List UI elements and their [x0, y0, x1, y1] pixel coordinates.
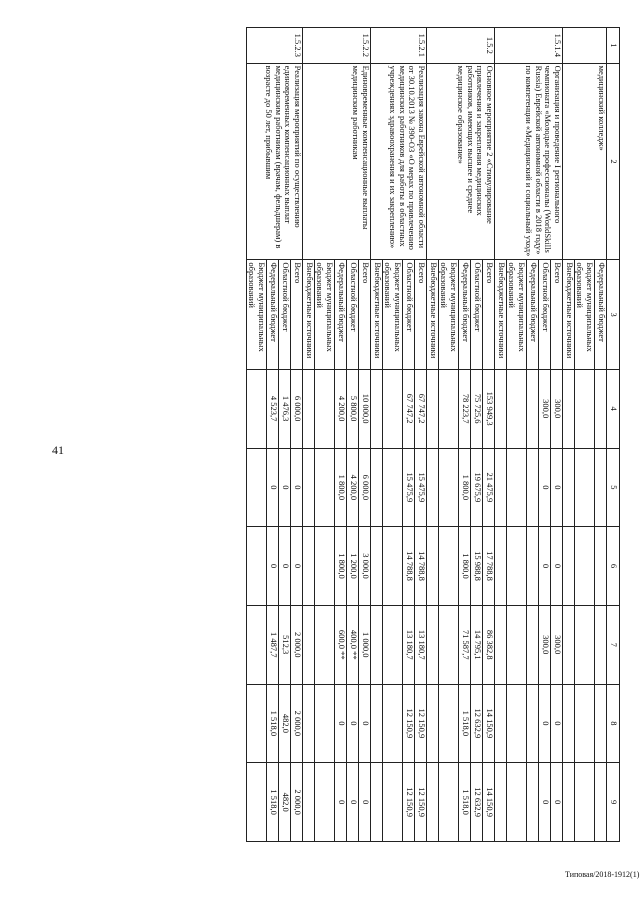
value-cell: 482,0	[278, 684, 290, 763]
value-cell	[370, 527, 382, 606]
row-number: 1.5.2.3	[246, 28, 302, 64]
funding-source: Федеральный бюджет	[334, 260, 346, 369]
value-cell	[506, 448, 526, 527]
funding-source: Федеральный бюджет	[266, 260, 278, 369]
value-cell	[494, 605, 506, 684]
value-cell: 0	[538, 763, 550, 842]
value-cell: 0	[358, 763, 370, 842]
value-cell: 14 788,8	[414, 527, 426, 606]
value-cell: 1 800,0	[458, 448, 470, 527]
value-cell: 78 223,7	[458, 369, 470, 448]
funding-source: Бюджет муниципальных образований	[246, 260, 266, 369]
value-cell: 0	[346, 763, 358, 842]
value-cell: 1 800,0	[458, 527, 470, 606]
value-cell: 10 000,0	[358, 369, 370, 448]
value-cell	[246, 527, 266, 606]
value-cell: 300,0	[550, 605, 562, 684]
funding-source: Бюджет муниципальных образований	[506, 260, 526, 369]
value-cell	[562, 527, 574, 606]
value-cell: 0	[538, 448, 550, 527]
value-cell	[506, 605, 526, 684]
funding-source: Внебюджетные источники	[426, 260, 438, 369]
value-cell	[526, 605, 538, 684]
value-cell	[494, 448, 506, 527]
value-cell	[494, 684, 506, 763]
value-cell: 0	[266, 527, 278, 606]
value-cell: 1 518,0	[266, 763, 278, 842]
rotated-table-container	[65, 27, 620, 842]
value-cell: 1 518,0	[266, 684, 278, 763]
value-cell	[314, 684, 334, 763]
value-cell	[426, 763, 438, 842]
value-cell: 600,0 **	[334, 605, 346, 684]
value-cell	[302, 605, 314, 684]
value-cell	[438, 605, 458, 684]
col-header-3: 3	[607, 260, 620, 369]
activity-name: медицинский колледж»	[562, 63, 606, 260]
value-cell	[526, 448, 538, 527]
row-number	[562, 28, 606, 64]
funding-source: Федеральный бюджет	[458, 260, 470, 369]
value-cell	[302, 684, 314, 763]
funding-source: Всего	[550, 260, 562, 369]
value-cell: 0	[290, 448, 302, 527]
value-cell: 19 675,9	[470, 448, 482, 527]
value-cell	[314, 448, 334, 527]
value-cell	[302, 369, 314, 448]
value-cell: 4 200,0	[346, 448, 358, 527]
value-cell: 12 150,9	[402, 684, 414, 763]
col-header-5: 5	[607, 448, 620, 527]
value-cell: 0	[346, 684, 358, 763]
value-cell	[314, 369, 334, 448]
value-cell	[595, 369, 607, 448]
funding-source: Областной бюджет	[346, 260, 358, 369]
value-cell	[574, 369, 594, 448]
value-cell: 67 747,2	[402, 369, 414, 448]
funding-source: Бюджет муниципальных образований	[574, 260, 594, 369]
funding-source: Областной бюджет	[402, 260, 414, 369]
value-cell	[426, 605, 438, 684]
value-cell	[302, 448, 314, 527]
value-cell: 0	[290, 527, 302, 606]
value-cell	[562, 448, 574, 527]
table-row	[414, 28, 426, 842]
value-cell	[382, 605, 402, 684]
col-header-8: 8	[607, 684, 620, 763]
funding-source: Всего	[482, 260, 494, 369]
value-cell	[370, 605, 382, 684]
value-cell: 75 725,6	[470, 369, 482, 448]
value-cell: 12 150,9	[402, 763, 414, 842]
value-cell: 0	[550, 448, 562, 527]
value-cell	[426, 684, 438, 763]
funding-source: Областной бюджет	[470, 260, 482, 369]
value-cell: 17 788,8	[482, 527, 494, 606]
col-header-4: 4	[607, 369, 620, 448]
value-cell: 12 150,9	[414, 763, 426, 842]
activity-name: Единовременные компенсационные выплаты медицинским работникам	[302, 63, 370, 260]
value-cell	[302, 763, 314, 842]
value-cell: 0	[538, 527, 550, 606]
value-cell: 71 587,7	[458, 605, 470, 684]
value-cell: 4 523,7	[266, 369, 278, 448]
value-cell: 300,0	[538, 369, 550, 448]
value-cell: 0	[278, 448, 290, 527]
value-cell	[595, 448, 607, 527]
value-cell	[246, 448, 266, 527]
value-cell: 86 382,8	[482, 605, 494, 684]
value-cell: 2 000,0	[290, 684, 302, 763]
funding-source: Областной бюджет	[538, 260, 550, 369]
value-cell	[494, 527, 506, 606]
row-number: 1.5.2.1	[370, 28, 426, 64]
value-cell	[595, 763, 607, 842]
value-cell: 1 476,3	[278, 369, 290, 448]
value-cell	[494, 369, 506, 448]
funding-source: Всего	[290, 260, 302, 369]
value-cell: 300,0	[538, 605, 550, 684]
value-cell: 21 475,9	[482, 448, 494, 527]
value-cell: 1 518,0	[458, 684, 470, 763]
value-cell	[526, 527, 538, 606]
value-cell	[426, 369, 438, 448]
value-cell: 15 475,9	[402, 448, 414, 527]
funding-source: Внебюджетные источники	[494, 260, 506, 369]
funding-source: Всего	[358, 260, 370, 369]
value-cell	[246, 369, 266, 448]
funding-source: Внебюджетные источники	[302, 260, 314, 369]
activity-name: Реализация мероприятий по осуществлению единовременных компенсационных выплат медицинским работникам (врачам, фельдшерам) в возрасте до 50 лет, прибывшим	[246, 63, 302, 260]
table-row	[358, 28, 370, 842]
value-cell: 12 632,9	[470, 684, 482, 763]
row-number: 1.5.2	[426, 28, 494, 64]
value-cell: 12 150,9	[414, 684, 426, 763]
value-cell	[438, 369, 458, 448]
table-row	[550, 28, 562, 842]
funding-source: Всего	[414, 260, 426, 369]
value-cell: 1 800,0	[334, 527, 346, 606]
value-cell	[595, 527, 607, 606]
table-row	[290, 28, 302, 842]
value-cell: 0	[358, 684, 370, 763]
value-cell	[494, 763, 506, 842]
value-cell: 1 200,0	[346, 527, 358, 606]
value-cell: 482,0	[278, 763, 290, 842]
col-header-2: 2	[607, 63, 620, 260]
value-cell	[438, 763, 458, 842]
funding-source: Внебюджетные источники	[562, 260, 574, 369]
row-number: 1.5.1.4	[494, 28, 562, 64]
value-cell: 0	[550, 763, 562, 842]
value-cell	[595, 684, 607, 763]
value-cell: 1 800,0	[334, 448, 346, 527]
value-cell	[574, 448, 594, 527]
value-cell: 0	[538, 684, 550, 763]
col-header-7: 7	[607, 605, 620, 684]
value-cell	[506, 369, 526, 448]
value-cell	[314, 763, 334, 842]
row-number: 1.5.2.2	[302, 28, 370, 64]
value-cell	[438, 448, 458, 527]
value-cell: 0	[334, 684, 346, 763]
value-cell	[370, 369, 382, 448]
value-cell	[382, 369, 402, 448]
value-cell	[562, 763, 574, 842]
table-row	[595, 28, 607, 842]
value-cell	[246, 684, 266, 763]
value-cell	[382, 684, 402, 763]
value-cell	[246, 763, 266, 842]
activity-name: Организация и проведение I регионального чемпионата «Молодые профессионалы (WorldSkills Russia) Еврейской автономной области в 2018 году» по компетенции «Медицинский и социальный уход»	[494, 63, 562, 260]
value-cell	[574, 684, 594, 763]
value-cell: 14 788,8	[402, 527, 414, 606]
value-cell: 15 475,9	[414, 448, 426, 527]
value-cell	[246, 605, 266, 684]
value-cell	[382, 763, 402, 842]
value-cell	[426, 448, 438, 527]
value-cell: 6 000,0	[290, 369, 302, 448]
value-cell: 300,0	[550, 369, 562, 448]
value-cell	[506, 684, 526, 763]
value-cell: 4 200,0	[334, 369, 346, 448]
value-cell: 13 180,7	[402, 605, 414, 684]
table-row	[482, 28, 494, 842]
budget-table	[246, 27, 620, 842]
value-cell: 14 150,9	[482, 684, 494, 763]
value-cell	[574, 605, 594, 684]
value-cell: 6 000,0	[358, 448, 370, 527]
value-cell	[382, 448, 402, 527]
funding-source: Бюджет муниципальных образований	[438, 260, 458, 369]
value-cell	[370, 684, 382, 763]
value-cell: 0	[334, 763, 346, 842]
value-cell: 67 747,2	[414, 369, 426, 448]
value-cell	[314, 527, 334, 606]
value-cell	[506, 527, 526, 606]
value-cell: 0	[266, 448, 278, 527]
document-footer-id: Типовая/2018-1912(1)	[565, 870, 640, 879]
value-cell	[574, 527, 594, 606]
value-cell: 0	[550, 684, 562, 763]
value-cell	[438, 684, 458, 763]
funding-source: Бюджет муниципальных образований	[314, 260, 334, 369]
funding-source: Областной бюджет	[278, 260, 290, 369]
value-cell	[370, 763, 382, 842]
value-cell: 2 000,0	[290, 605, 302, 684]
value-cell	[314, 605, 334, 684]
funding-source: Бюджет муниципальных образований	[382, 260, 402, 369]
header-row	[607, 28, 620, 842]
value-cell: 1 518,0	[458, 763, 470, 842]
funding-source: Федеральный бюджет	[526, 260, 538, 369]
value-cell: 1 000,0	[358, 605, 370, 684]
value-cell	[562, 684, 574, 763]
funding-source: Федеральный бюджет	[595, 260, 607, 369]
col-header-9: 9	[607, 763, 620, 842]
value-cell	[562, 605, 574, 684]
value-cell	[574, 763, 594, 842]
value-cell	[426, 527, 438, 606]
value-cell	[526, 369, 538, 448]
value-cell: 13 180,7	[414, 605, 426, 684]
value-cell: 12 632,9	[470, 763, 482, 842]
value-cell: 400,0 **	[346, 605, 358, 684]
page-number: 41	[52, 443, 64, 457]
value-cell	[506, 763, 526, 842]
value-cell: 1 487,7	[266, 605, 278, 684]
activity-name: Реализация закона Еврейской автономной области от 30.10.2013 № 390-ОЗ «О мерах по привлечению медицинских работников для работы в областных учреждениях здравоохранения и их закреплению»	[370, 63, 426, 260]
value-cell	[526, 684, 538, 763]
value-cell: 512,3	[278, 605, 290, 684]
value-cell	[370, 448, 382, 527]
value-cell: 0	[550, 527, 562, 606]
activity-name: Основное мероприятие 2 «Стимулирование привлечения и закрепления медицинских работников, имеющих высшее и среднее медицинское образование»	[426, 63, 494, 260]
value-cell: 0	[278, 527, 290, 606]
value-cell: 5 800,0	[346, 369, 358, 448]
value-cell: 14 795,1	[470, 605, 482, 684]
value-cell	[595, 605, 607, 684]
value-cell: 153 949,3	[482, 369, 494, 448]
col-header-1: 1	[607, 28, 620, 64]
value-cell	[382, 527, 402, 606]
value-cell	[526, 763, 538, 842]
value-cell: 2 000,0	[290, 763, 302, 842]
value-cell: 14 150,9	[482, 763, 494, 842]
col-header-6: 6	[607, 527, 620, 606]
value-cell: 3 000,0	[358, 527, 370, 606]
funding-source: Внебюджетные источники	[370, 260, 382, 369]
value-cell	[302, 527, 314, 606]
value-cell: 15 988,8	[470, 527, 482, 606]
value-cell	[438, 527, 458, 606]
value-cell	[562, 369, 574, 448]
